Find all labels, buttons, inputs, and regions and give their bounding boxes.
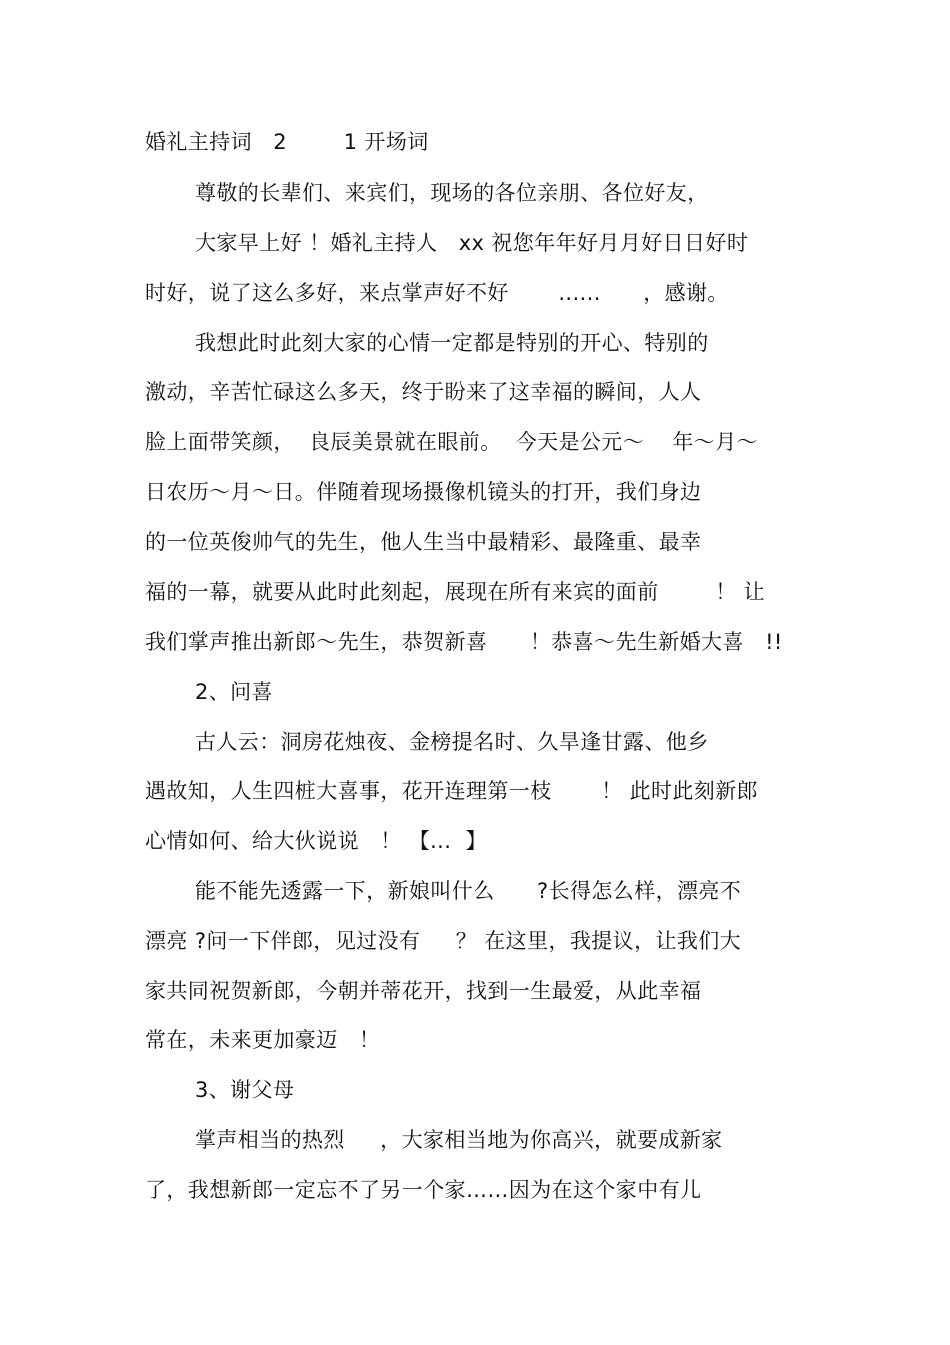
- text-line: 日农历～月～日。伴随着现场摄像机镜头的打开，我们身边: [145, 480, 702, 504]
- text-line: 心情如何、给大伙说说 ！ 【... 】: [145, 829, 487, 853]
- text-line: 尊敬的长辈们、来宾们，现场的各位亲朋、各位好友，: [195, 181, 709, 205]
- text-line: 遇故知，人生四桩大喜事，花开连理第一枝 ！ 此时此刻新郎: [145, 779, 758, 803]
- text-line: 大家早上好 ！婚礼主持人 xx 祝您年年好月月好日日好时: [195, 231, 749, 255]
- text-line: 脸上面带笑颜， 良辰美景就在眼前。 今天是公元～ 年～月～: [145, 430, 758, 454]
- text-line: 古人云：洞房花烛夜、金榜提名时、久旱逢甘露、他乡: [195, 730, 709, 754]
- text-line: 漂亮 ?问一下伴郎，见过没有 ？ 在这里，我提议，让我们大: [145, 929, 742, 953]
- text-line: 了，我想新郎一定忘不了另一个家……因为在这个家中有儿: [145, 1178, 702, 1202]
- text-line: 的一位英俊帅气的先生，他人生当中最精彩、最隆重、最幸: [145, 530, 702, 554]
- text-line: 我想此时此刻大家的心情一定都是特别的开心、特别的: [195, 331, 709, 355]
- section-heading: 2、问喜: [195, 680, 273, 704]
- text-line: 常在，未来更加豪迈 ！: [145, 1028, 381, 1052]
- text-line: 掌声相当的热烈 ，大家相当地为你高兴，就要成新家: [195, 1128, 723, 1152]
- text-line: 福的一幕，就要从此时此刻起，展现在所有来宾的面前 ！ 让: [145, 580, 766, 604]
- text-line: 家共同祝贺新郎，今朝并蒂花开，找到一生最爱，从此幸福: [145, 979, 702, 1003]
- title-line: 婚礼主持词 2 1 开场词: [145, 130, 429, 154]
- text-line: 激动，辛苦忙碌这么多天，终于盼来了这幸福的瞬间，人人: [145, 380, 702, 404]
- text-line: 我们掌声推出新郎～先生，恭贺新喜 ！恭喜～先生新婚大喜 !!: [145, 630, 783, 654]
- section-heading: 3、谢父母: [195, 1078, 295, 1102]
- text-line: 时好，说了这么多好，来点掌声好不好 ...... ，感谢。: [145, 281, 729, 305]
- text-line: 能不能先透露一下，新娘叫什么 ?长得怎么样，漂亮不: [195, 879, 742, 903]
